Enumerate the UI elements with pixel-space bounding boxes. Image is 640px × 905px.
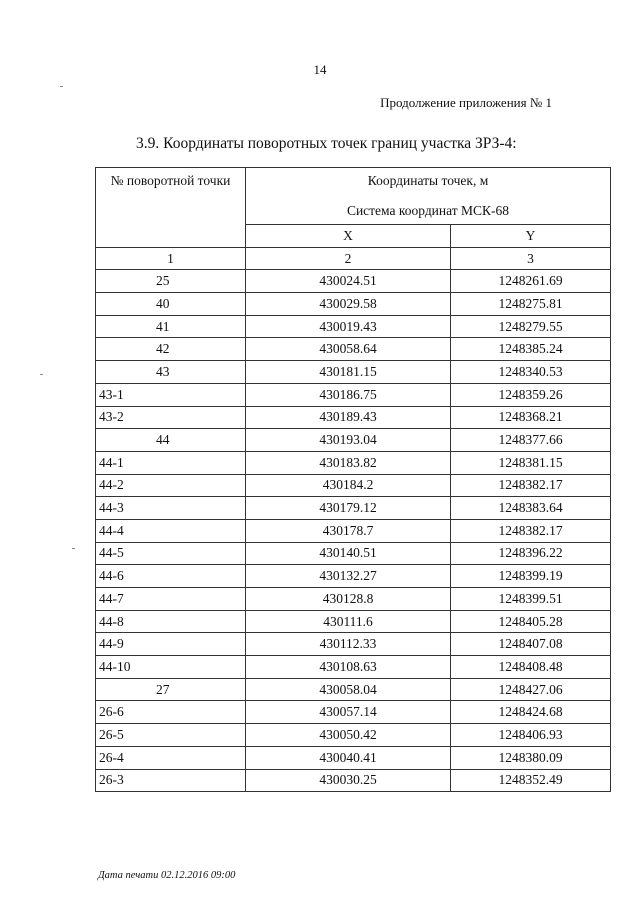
cell-x-coordinate: 430108.63: [246, 656, 451, 679]
cell-x-coordinate: 430040.41: [246, 746, 451, 769]
cell-x-coordinate: 430179.12: [246, 497, 451, 520]
cell-point-number: 43: [96, 361, 246, 384]
cell-point-number: 43-2: [96, 406, 246, 429]
section-title: 3.9. Координаты поворотных точек границ участка ЗРЗ-4:: [136, 135, 517, 152]
cell-point-number: 26-6: [96, 701, 246, 724]
cell-x-coordinate: 430132.27: [246, 565, 451, 588]
scan-speck: [60, 86, 63, 87]
cell-y-coordinate: 1248382.17: [451, 519, 611, 542]
cell-x-coordinate: 430184.2: [246, 474, 451, 497]
header-coordinates: [246, 168, 611, 225]
scan-speck: [72, 548, 75, 549]
cell-point-number: 42: [96, 338, 246, 361]
cell-point-number: 44-6: [96, 565, 246, 588]
header-coordinate-system: Система координат МСК-68: [346, 203, 510, 218]
cell-x-coordinate: 430189.43: [246, 406, 451, 429]
cell-point-number: 44-2: [96, 474, 246, 497]
cell-y-coordinate: 1248380.09: [451, 746, 611, 769]
scan-speck: [40, 374, 43, 375]
cell-point-number: 26-3: [96, 769, 246, 792]
cell-y-coordinate: 1248427.06: [451, 678, 611, 701]
column-number-2: 2: [246, 247, 451, 270]
cell-point-number: 44-5: [96, 542, 246, 565]
cell-x-coordinate: 430178.7: [246, 519, 451, 542]
cell-point-number: 44: [96, 429, 246, 452]
print-date-footer: Дата печати 02.12.2016 09:00: [98, 870, 236, 881]
table-row: [96, 633, 611, 656]
cell-point-number: 44-3: [96, 497, 246, 520]
cell-y-coordinate: 1248407.08: [451, 633, 611, 656]
table-row: [96, 293, 611, 316]
cell-x-coordinate: 430181.15: [246, 361, 451, 384]
cell-y-coordinate: 1248383.64: [451, 497, 611, 520]
cell-point-number: 44-10: [96, 656, 246, 679]
cell-x-coordinate: 430112.33: [246, 633, 451, 656]
table-row: [96, 678, 611, 701]
cell-point-number: 26-4: [96, 746, 246, 769]
cell-y-coordinate: 1248385.24: [451, 338, 611, 361]
cell-y-coordinate: 1248424.68: [451, 701, 611, 724]
cell-x-coordinate: 430193.04: [246, 429, 451, 452]
column-number-3: 3: [451, 247, 611, 270]
cell-point-number: 41: [96, 315, 246, 338]
header-point-number: № поворотной точки: [96, 168, 246, 248]
cell-y-coordinate: 1248261.69: [451, 270, 611, 293]
table-row: [96, 746, 611, 769]
header-y: Y: [451, 225, 611, 248]
cell-x-coordinate: 430186.75: [246, 383, 451, 406]
page-number: 14: [313, 62, 327, 77]
table-row: [96, 769, 611, 792]
cell-point-number: 25: [96, 270, 246, 293]
table-row: [96, 519, 611, 542]
cell-x-coordinate: 430019.43: [246, 315, 451, 338]
cell-y-coordinate: 1248359.26: [451, 383, 611, 406]
table-row: [96, 656, 611, 679]
table-row: [96, 451, 611, 474]
column-number-1: 1: [96, 247, 246, 270]
cell-y-coordinate: 1248408.48: [451, 656, 611, 679]
cell-x-coordinate: 430057.14: [246, 701, 451, 724]
table-row: [96, 565, 611, 588]
cell-point-number: 27: [96, 678, 246, 701]
table-row: [96, 701, 611, 724]
cell-point-number: 43-1: [96, 383, 246, 406]
header-x: X: [246, 225, 451, 248]
table-column-numbers-row: [96, 247, 611, 270]
cell-x-coordinate: 430058.64: [246, 338, 451, 361]
table-body: [96, 270, 611, 792]
table-row: [96, 383, 611, 406]
cell-y-coordinate: 1248382.17: [451, 474, 611, 497]
cell-point-number: 26-5: [96, 724, 246, 747]
cell-y-coordinate: 1248368.21: [451, 406, 611, 429]
cell-y-coordinate: 1248340.53: [451, 361, 611, 384]
table-row: [96, 497, 611, 520]
cell-point-number: 44-7: [96, 588, 246, 611]
table-row: [96, 588, 611, 611]
cell-x-coordinate: 430050.42: [246, 724, 451, 747]
cell-point-number: 44-8: [96, 610, 246, 633]
cell-y-coordinate: 1248275.81: [451, 293, 611, 316]
cell-point-number: 40: [96, 293, 246, 316]
table-row: [96, 406, 611, 429]
cell-y-coordinate: 1248381.15: [451, 451, 611, 474]
appendix-continuation-note: Продолжение приложения № 1: [380, 95, 552, 110]
cell-x-coordinate: 430111.6: [246, 610, 451, 633]
table-row: [96, 338, 611, 361]
table-row: [96, 542, 611, 565]
cell-x-coordinate: 430030.25: [246, 769, 451, 792]
cell-y-coordinate: 1248279.55: [451, 315, 611, 338]
cell-y-coordinate: 1248352.49: [451, 769, 611, 792]
cell-point-number: 44-4: [96, 519, 246, 542]
table-header-row: [96, 168, 611, 225]
cell-y-coordinate: 1248396.22: [451, 542, 611, 565]
cell-x-coordinate: 430029.58: [246, 293, 451, 316]
cell-x-coordinate: 430024.51: [246, 270, 451, 293]
cell-y-coordinate: 1248399.19: [451, 565, 611, 588]
table-row: [96, 724, 611, 747]
cell-point-number: 44-1: [96, 451, 246, 474]
table-row: [96, 315, 611, 338]
cell-y-coordinate: 1248406.93: [451, 724, 611, 747]
cell-x-coordinate: 430183.82: [246, 451, 451, 474]
cell-x-coordinate: 430128.8: [246, 588, 451, 611]
cell-y-coordinate: 1248377.66: [451, 429, 611, 452]
cell-point-number: 44-9: [96, 633, 246, 656]
cell-x-coordinate: 430058.04: [246, 678, 451, 701]
table-row: [96, 610, 611, 633]
cell-x-coordinate: 430140.51: [246, 542, 451, 565]
table-row: [96, 429, 611, 452]
table-row: [96, 361, 611, 384]
coordinates-table: [95, 167, 611, 792]
header-coordinates-label: Координаты точек, м: [367, 173, 489, 188]
table-row: [96, 474, 611, 497]
cell-y-coordinate: 1248405.28: [451, 610, 611, 633]
table-row: [96, 270, 611, 293]
cell-y-coordinate: 1248399.51: [451, 588, 611, 611]
